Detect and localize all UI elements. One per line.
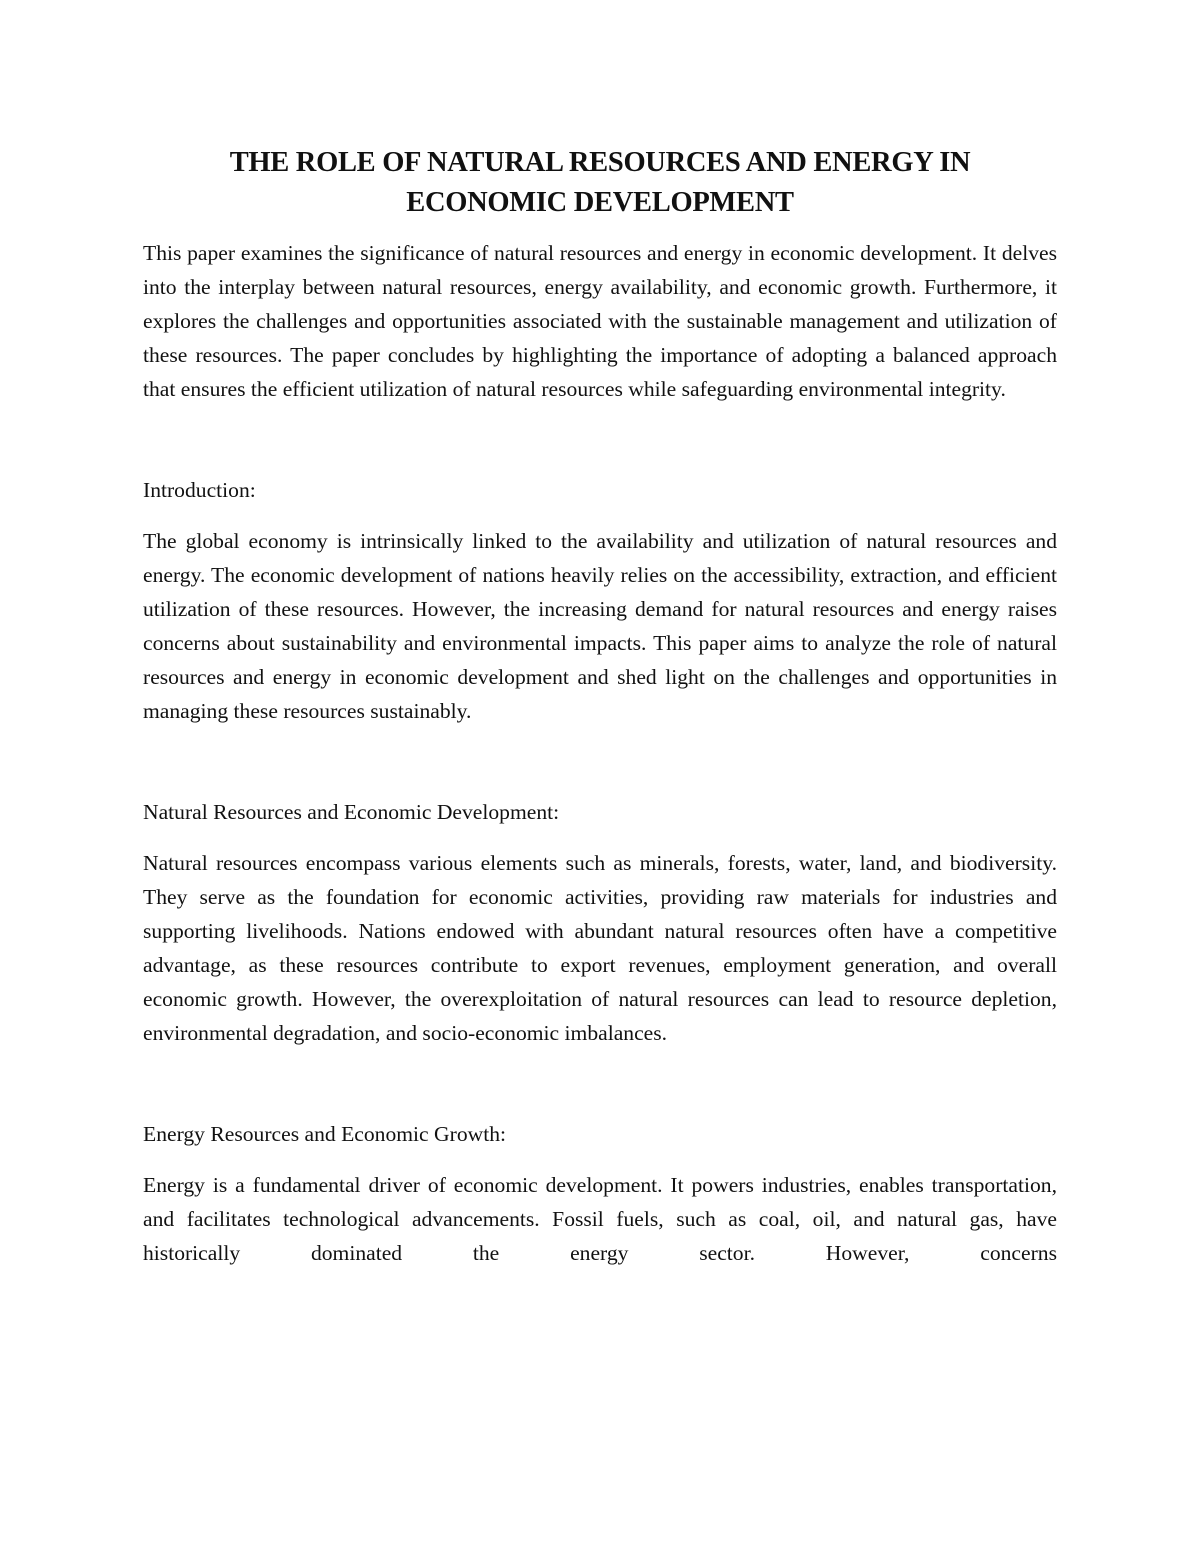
section-body-introduction: The global economy is intrinsically linked to the availability and utilization of natural resources and energy. The economic development of nations heavily relies on the accessibility, extraction, and efficient utilization of these resources. However, the increasing demand for natural resources and energy raises concerns about sustainability and environmental impacts. This paper aims to analyze the role of natural resources and energy in economic development and shed light on the challenges and opportunities in managing these resources sustainably. <box>143 529 1057 723</box>
section-body-natural-resources: Natural resources encompass various elements such as minerals, forests, water, land, and biodiversity. They serve as the foundation for economic activities, providing raw materials for industries and supporting livelihoods. Nations endowed with abundant natural resources often have a competitive advantage, as these resources contribute to export revenues, employment generation, and overall economic growth. However, the overexploitation of natural resources can lead to resource depletion, environmental degradation, and socio-economic imbalances. <box>143 851 1057 1045</box>
section-heading-natural-resources: Natural Resources and Economic Development: <box>143 800 560 824</box>
abstract-paragraph: This paper examines the significance of natural resources and energy in economic development. It delves into the interplay between natural resources, energy availability, and economic growth. Furthermore, it explores the challenges and opportunities associated with the sustainable management and utilization of these resources. The paper concludes by highlighting the importance of adopting a balanced approach that ensures the efficient utilization of natural resources while safeguarding environmental integrity. <box>143 241 1057 401</box>
title-line-1: THE ROLE OF NATURAL RESOURCES AND ENERGY IN <box>229 147 971 178</box>
section-heading-energy-resources: Energy Resources and Economic Growth: <box>143 1122 507 1146</box>
section-body-energy-resources: Energy is a fundamental driver of economic development. It powers industries, enables transportation, and facilitates technological advancements. Fossil fuels, such as coal, oil, and natural gas, have historically dominated the energy sector. However, concerns <box>143 1173 1057 1265</box>
document-title <box>143 143 1057 223</box>
title-line-2: ECONOMIC DEVELOPMENT <box>406 187 794 218</box>
section-heading-introduction: Introduction: <box>143 478 256 502</box>
document-content <box>143 143 1057 1270</box>
